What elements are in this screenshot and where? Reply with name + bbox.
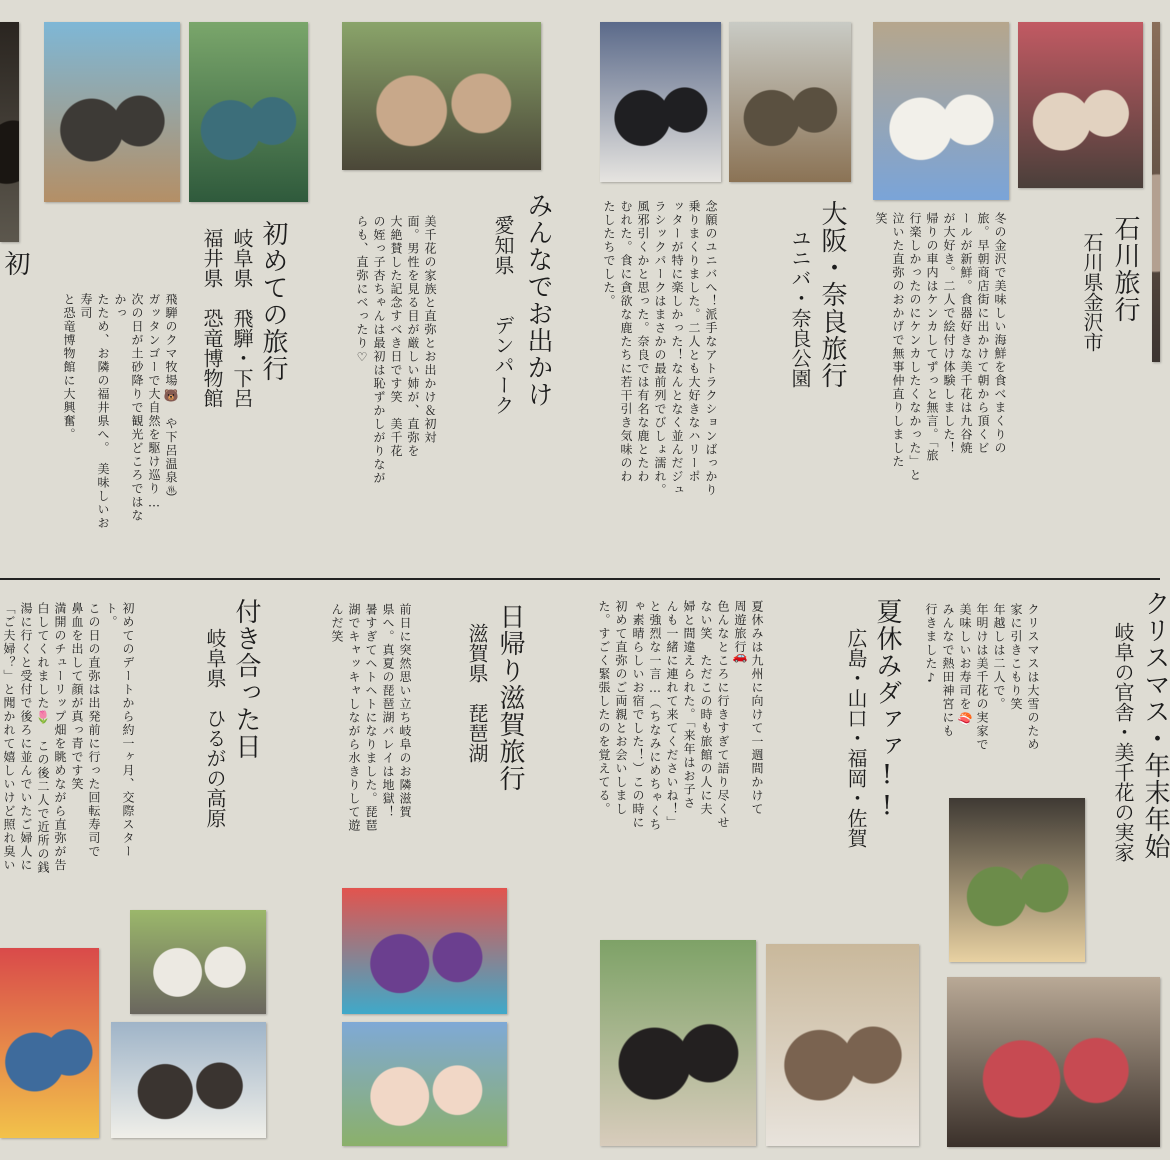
ryokan-dinner-photo: [766, 944, 919, 1146]
new-year-body: クリスマスは大雪のため 家に引きこもり笑 年越しは二人で。 年明けは美千花の実家で 美味しいお寿司を🍣 みんなで熱田神宮にも 行きました♪: [924, 603, 1040, 752]
osaka-nara-title: 大阪・奈良旅行: [817, 200, 847, 389]
summer-sub: 広島・山口・福岡・佐賀: [844, 628, 868, 848]
osaka-nara-body: 念願のユニバへ！派手なアトラクションばっかり 乗りまくりました。二人とも大好きなハリーポ ッターが特に楽しかった！なんとなく並んだジュ ラシックパークはまさかの最前列でびしょ濡れ。 風邪引くかと思った。奈良では有名な鹿とたわ むれた。食に貪欲な鹿たちに若干引き気味のわ たしたちでした。: [602, 200, 718, 497]
outing-body: 美千花の家族と直弥とお出かけ＆初対 面。男性を見る目が厳しい姉が、直弥を 大絶賛した記念すべき日です笑 美千花 の姪っ子杏ちゃんは最初は恥ずかしがりなが らも、直弥にベったり♡: [355, 215, 437, 485]
tulip-field-photo: [0, 948, 99, 1138]
ishikawa-body: 冬の金沢で美味しい海鮮を食べまくりの 旅。早朝商店街に出かけて朝から頂くビ ールが新鮮。食器好きな美千花は九谷焼 が大好き。二人で絵付け体験しました！ 帰りの車内はケンカしてずっと無言。「旅 行楽しかったのにケンカしたくなかった」と 泣いた直弥のおかげで無事仲直りしました 笑: [874, 212, 1007, 482]
family-party-photo: [947, 977, 1160, 1147]
new-year-sub: 岐阜の官舎・美千花の実家: [1111, 622, 1135, 862]
shiga-body: 前日に突然思い立ち岐阜のお隣滋賀 県へ。真夏の琵琶湖バレイは地獄！ 暑すぎてヘトヘトになりました。琵琶 湖でキャッキャしながら水きりして遊 んだ笑: [330, 603, 412, 833]
new-year-food-photo: [949, 798, 1085, 962]
anniversary-body: 初めてのデートから約一ヶ月、交際スター ト。 この日の直弥は出発前に行った回転寿司で 鼻血を出して顔が真っ青です笑 満開のチューリップ畑を眺めながら直弥が告 白してくれました🌷 この後二人で近所の銭 湯に行くと受付で後ろに並んでいたご婦人に 「ご夫婦？」と聞かれて嬉しいけど照れ臭い: [2, 602, 135, 875]
dino-museum-photo: [44, 22, 180, 202]
farm-selfie-photo: [111, 1022, 266, 1138]
summer-body: 夏休みは九州に向けて一週間かけて 周遊旅行🚗 色んなところに行きすぎて語り尽くせ ない笑 ただこの時も旅館の人に夫 婦と間違えられた。「来年はお子さ んも一緒に連れて来てくださいね！」 と強烈な一言…（ちなみにめちゃくち ゃ素晴らしいお宿でした！）この時に 初めて直弥のご両親とお会いしまし た。すごく緊張したのを覚えてる。: [597, 600, 764, 832]
kutani-plate-photo: [873, 22, 1009, 200]
shiga-title: 日帰り滋賀旅行: [495, 603, 525, 792]
first-trip-body: 飛騨のクマ牧場🐻 や下呂温泉♨ ガッタンゴーで大自然を駆け巡り… 次の日が土砂降りで観光どころではなかっ たため、お隣の福井県へ。 美味しいお寿司 と恐竜博物館に大興奮。: [62, 293, 178, 530]
summer-title: 夏休みダァァ!!: [872, 598, 902, 822]
cave-photo: [0, 22, 19, 242]
sheep-photo: [130, 910, 266, 1014]
anniversary-title: 付き合った日: [231, 598, 261, 760]
ishikawa-sub: 石川県金沢市: [1080, 232, 1104, 352]
family-dino-photo: [342, 22, 541, 170]
osaka-nara-sub: ユニバ・奈良公園: [788, 228, 812, 388]
anniversary-sub: 岐阜県 ひるがの高原: [203, 628, 227, 828]
summer-selfie-photo: [600, 940, 756, 1146]
first-trip-title: 初めての旅行: [258, 220, 288, 382]
usj-photo: [600, 22, 721, 182]
deer-photo: [729, 22, 851, 182]
edge-left-title: 初: [0, 250, 30, 277]
kanazawa-edge-photo: [1152, 22, 1160, 362]
new-year-title: クリスマス・年末年始: [1140, 590, 1170, 860]
first-trip-sub: 岐阜県 飛騨・下呂 福井県 恐竜博物館: [200, 228, 254, 408]
omicho-market-photo: [1018, 22, 1143, 188]
colorful-art-photo: [342, 888, 507, 1014]
outing-sub: 愛知県 デンパーク: [491, 215, 515, 415]
outing-title: みんなでお出かけ: [523, 192, 553, 408]
section-divider: [0, 578, 1160, 580]
shiga-sub: 滋賀県 琵琶湖: [465, 623, 489, 763]
ishikawa-title: 石川旅行: [1110, 215, 1140, 323]
gorge-photo: [189, 22, 308, 202]
biwako-valley-photo: [342, 1022, 507, 1146]
